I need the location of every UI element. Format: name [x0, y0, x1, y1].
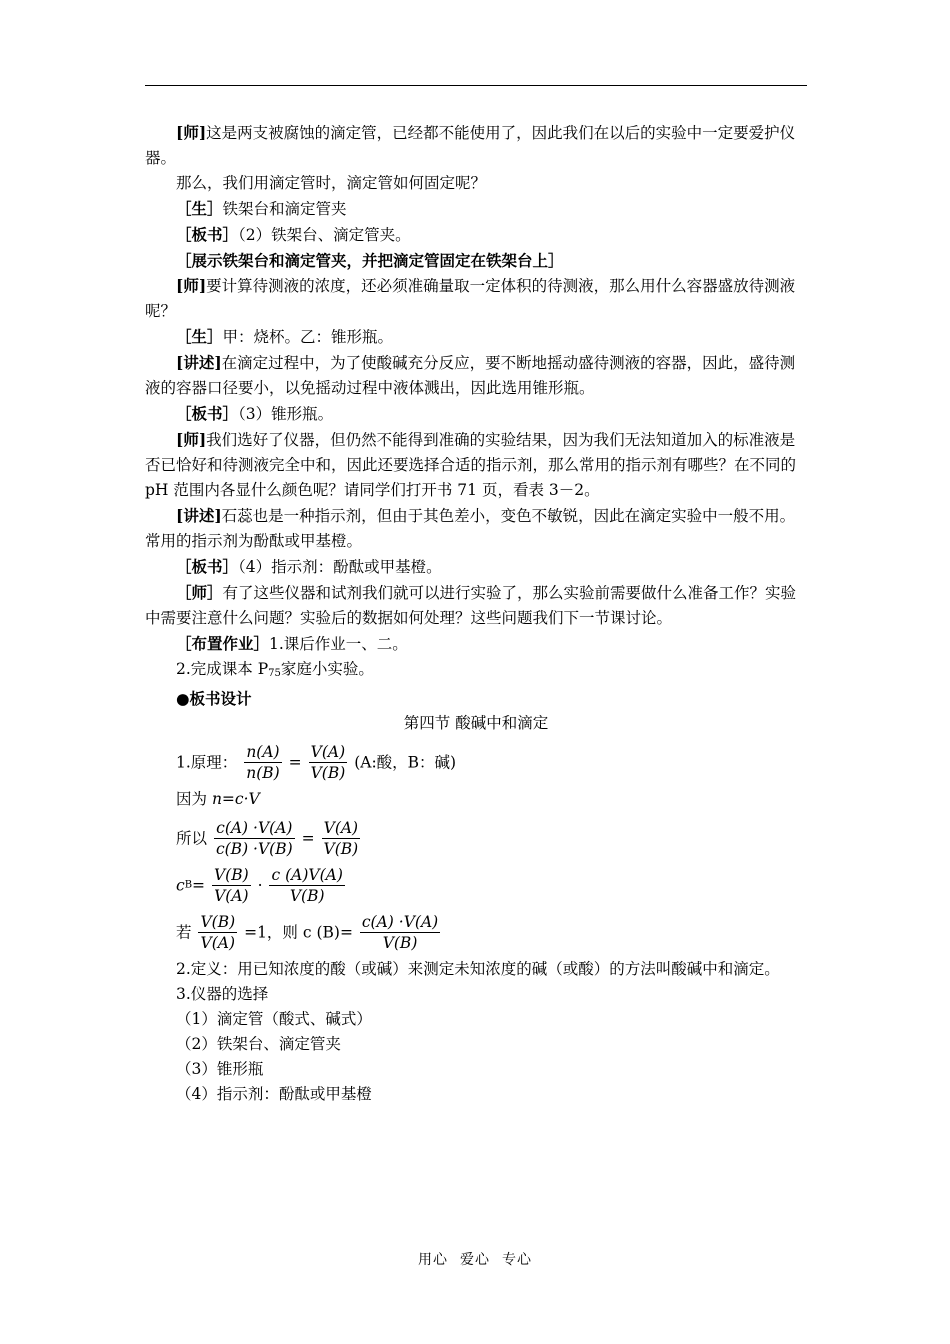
equals-sign: = [288, 753, 302, 772]
paragraph-text: 家庭小实验。 [280, 660, 374, 678]
equals-sign: = [301, 829, 315, 848]
footer-word: 专心 [502, 1252, 532, 1268]
paragraph-demo [145, 248, 807, 273]
paragraph-text: （4）指示剂：酚酞或甲基橙。 [238, 558, 442, 576]
fraction-cv [360, 912, 440, 953]
list-item-text: （3）锥形瓶 [176, 1060, 264, 1078]
fraction-numerator: c(A) ·V(A) [214, 818, 295, 839]
paragraph-text: （3）锥形瓶。 [238, 405, 334, 423]
fraction-numerator: V(B) [200, 913, 236, 931]
equals-sign: = [192, 876, 206, 895]
fraction-numerator: c (A)V(A) [271, 866, 343, 884]
formula-note: (A:酸，B：碱) [354, 753, 457, 772]
page-subscript: 75 [268, 668, 281, 679]
formula-principle [145, 742, 807, 783]
fraction-denominator: V(A) [200, 934, 236, 952]
paragraph-board-3 [145, 401, 807, 427]
formula-if [145, 912, 807, 953]
list-item [145, 1082, 807, 1107]
list-item [145, 1032, 807, 1057]
formula-label: 所以 [176, 829, 208, 848]
role-tag: [讲述] [176, 506, 222, 525]
role-tag: ［板书］ [176, 225, 239, 244]
fraction-numerator: n(A) [244, 742, 281, 763]
paragraph-homework-2 [145, 657, 807, 686]
fraction-n [244, 742, 281, 783]
board-title-text: 第四节 酸碱中和滴定 [403, 714, 549, 732]
fraction-numerator: V(A) [322, 818, 361, 839]
paragraph-text: （2）铁架台、滴定管夹。 [238, 226, 411, 244]
paragraph-text: 这是两支被腐蚀的滴定管，已经都不能使用了，因此我们在以后的实验中一定要爱护仪器。 [145, 124, 796, 167]
formula-variable: c [176, 876, 185, 895]
multiply-dot: · [257, 876, 263, 895]
formula-label: 1.原理： [176, 753, 238, 772]
fraction-denominator: V(A) [214, 887, 249, 905]
role-tag: ［布置作业］ [176, 634, 270, 653]
paragraph-text: 在滴定过程中，为了使酸碱充分反应，要不断地摇动盛待测液的容器，因此，盛待测液的容器口径要小，以免摇动过程中液体溅出，因此选用锥形瓶。 [145, 354, 796, 397]
role-tag: [师] [176, 276, 207, 295]
paragraph-text: 铁架台和滴定管夹 [222, 200, 347, 218]
paragraph-teacher-1 [145, 120, 807, 171]
list-item-text: （4）指示剂：酚酞或甲基橙 [176, 1085, 372, 1103]
role-tag: [师] [176, 430, 207, 449]
paragraph-question [145, 171, 807, 196]
paragraph-homework [145, 631, 807, 657]
paragraph-lecture-1 [145, 350, 807, 401]
fraction-cv [214, 818, 295, 859]
paragraph-text: 甲：烧杯。乙：锥形瓶。 [222, 328, 394, 346]
fraction-v [322, 818, 361, 859]
header-rule [145, 85, 807, 86]
fraction-numerator: V(B) [213, 866, 249, 884]
fraction-cav [269, 865, 344, 906]
fraction-denominator: c(B) ·V(B) [215, 840, 293, 858]
role-tag: ［板书］ [176, 557, 239, 576]
paragraph-teacher-4 [145, 580, 807, 631]
formula-so [145, 818, 807, 859]
paragraph-text: 有了这些仪器和试剂我们就可以进行实验了，那么实验前需要做什么准备工作？实验中需要注意什么问题？实验后的数据如何处理？这些问题我们下一节课讨论。 [145, 584, 797, 627]
fraction-vv [198, 912, 237, 953]
fraction-denominator: V(B) [310, 764, 346, 782]
role-tag: ［板书］ [176, 404, 239, 423]
instruments-title [145, 982, 807, 1007]
paragraph-text: 我们选好了仪器，但仍然不能得到准确的实验结果，因为我们无法知道加入的标准液是否已恰好和待测液完全中和，因此还要选择合适的指示剂，那么常用的指示剂有哪些？在不同的 pH 范围内各显什么颜色呢？请同学们打开书 71 页，看表 3－2。 [145, 431, 797, 499]
list-item-text: （2）铁架台、滴定管夹 [176, 1035, 341, 1053]
role-tag: ［生］ [176, 327, 223, 346]
formula-text: =1，则 c (B)= [244, 923, 353, 942]
paragraph-text: 2.完成课本 P [176, 660, 269, 678]
formula-cb [145, 865, 807, 906]
paragraph-text: 要计算待测液的浓度，还必须准确量取一定体积的待测液，那么用什么容器盛放待测液呢？ [145, 277, 796, 320]
instruments-title-text: 3.仪器的选择 [176, 985, 269, 1003]
formula-text: n=c·V [211, 790, 260, 808]
fraction-numerator: V(A) [309, 742, 348, 763]
fraction-denominator: V(B) [323, 840, 359, 858]
paragraph-teacher-2 [145, 273, 807, 324]
paragraph-teacher-3 [145, 427, 807, 503]
list-item [145, 1057, 807, 1082]
paragraph-text: ●板书设计 [176, 689, 252, 708]
list-item-text: （1）滴定管（酸式、碱式） [176, 1010, 372, 1028]
board-design-heading [145, 686, 807, 711]
footer-word: 爱心 [460, 1252, 490, 1268]
footer-word: 用心 [418, 1252, 448, 1268]
paragraph-student-1 [145, 196, 807, 222]
fraction-v [309, 742, 348, 783]
formula-label: 因为 [176, 790, 212, 808]
role-tag: [讲述] [176, 353, 222, 372]
formula-ncv [145, 787, 807, 812]
paragraph-student-2 [145, 324, 807, 350]
paragraph-board-4 [145, 554, 807, 580]
paragraph-text: 那么，我们用滴定管时，滴定管如何固定呢？ [176, 174, 487, 192]
fraction-denominator: V(B) [382, 934, 418, 952]
formula-subscript: B [184, 879, 193, 891]
fraction-denominator: V(B) [289, 887, 325, 905]
list-item [145, 1007, 807, 1032]
definition-line [145, 957, 807, 982]
fraction-numerator: c(A) ·V(A) [361, 913, 439, 931]
definition-text: 2.定义：用已知浓度的酸（或碱）来测定未知浓度的碱（或酸）的方法叫酸碱中和滴定。 [176, 960, 780, 978]
fraction-vv [212, 865, 251, 906]
paragraph-text: 石蕊也是一种指示剂，但由于其色差小，变色不敏锐，因此在滴定实验中一般不用。常用的指示剂为酚酞或甲基橙。 [145, 507, 796, 550]
board-title [145, 711, 807, 736]
document-body [145, 120, 807, 1107]
page-footer [0, 1249, 950, 1269]
paragraph-lecture-2 [145, 503, 807, 554]
fraction-denominator: n(B) [246, 764, 280, 782]
paragraph-text: ［展示铁架台和滴定管夹，并把滴定管固定在铁架台上］ [176, 251, 564, 270]
role-tag: ［生］ [176, 199, 223, 218]
role-tag: [师] [176, 123, 207, 142]
role-tag: ［师］ [176, 583, 223, 602]
formula-label: 若 [176, 923, 192, 942]
paragraph-text: 1.课后作业一、二。 [269, 635, 408, 653]
paragraph-board-2 [145, 222, 807, 248]
